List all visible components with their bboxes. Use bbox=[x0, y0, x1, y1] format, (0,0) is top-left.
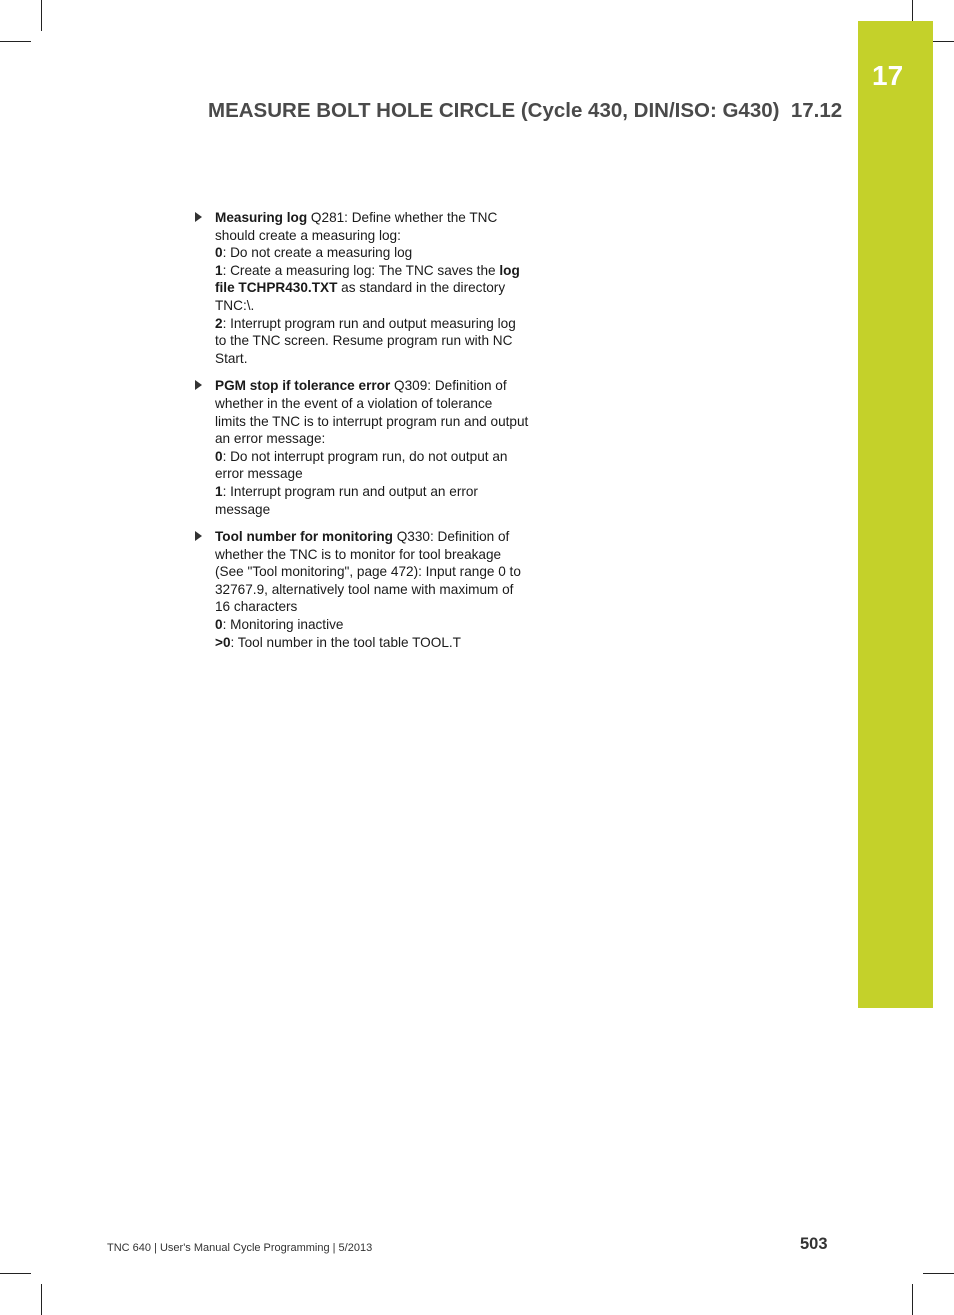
text-line bbox=[215, 598, 560, 616]
bold-term: 1 bbox=[215, 262, 223, 278]
text-line bbox=[215, 448, 560, 466]
crop-mark bbox=[0, 41, 31, 42]
text-run: error message bbox=[215, 466, 303, 482]
text-run: TNC:\. bbox=[215, 297, 255, 313]
bold-term: 0 bbox=[215, 617, 223, 633]
text-run: whether in the event of a violation of tolerance bbox=[215, 395, 493, 411]
text-run: as standard in the directory bbox=[337, 280, 506, 296]
text-line bbox=[215, 209, 560, 227]
text-line bbox=[215, 546, 560, 564]
bold-term: 0 bbox=[215, 245, 223, 261]
text-run: : Do not create a measuring log bbox=[222, 245, 413, 261]
text-run: whether the TNC is to monitor for tool breakage bbox=[215, 546, 502, 562]
text-run: : Monitoring inactive bbox=[222, 617, 344, 633]
triangle-bullet-icon bbox=[195, 531, 202, 541]
text-run: : Interrupt program run and output an error bbox=[222, 483, 478, 499]
crop-mark bbox=[912, 1284, 913, 1315]
text-line bbox=[215, 483, 560, 501]
text-line bbox=[215, 465, 560, 483]
text-line bbox=[215, 227, 560, 245]
page-number: 503 bbox=[800, 1235, 828, 1253]
text-run: message bbox=[215, 501, 271, 517]
text-run: Start. bbox=[215, 350, 248, 366]
crop-mark bbox=[41, 0, 42, 31]
text-run: Q309: Definition of bbox=[390, 378, 507, 394]
page-header bbox=[208, 99, 843, 123]
text-line bbox=[215, 332, 560, 350]
text-line bbox=[215, 350, 560, 368]
crop-mark bbox=[41, 1284, 42, 1315]
parameter-list bbox=[195, 209, 560, 661]
text-line bbox=[215, 528, 560, 546]
crop-mark bbox=[0, 1273, 31, 1274]
list-item bbox=[195, 528, 560, 651]
text-line bbox=[215, 279, 560, 297]
header-title: MEASURE BOLT HOLE CIRCLE (Cycle 430, DIN/ISO: G430) bbox=[208, 99, 780, 122]
chapter-number: 17 bbox=[872, 60, 904, 91]
text-run: limits the TNC is to interrupt program run and output bbox=[215, 413, 529, 429]
header-section: 17.12 bbox=[790, 99, 843, 122]
text-run: Q281: Define whether the TNC bbox=[307, 210, 498, 225]
list-item bbox=[195, 377, 560, 518]
footer-text: TNC 640 | User's Manual Cycle Programming | 5/2013 bbox=[107, 1242, 373, 1254]
text-line bbox=[215, 634, 560, 652]
chapter-tab bbox=[858, 21, 933, 1008]
bold-term: PGM stop if tolerance error bbox=[215, 378, 391, 394]
text-line bbox=[215, 244, 560, 262]
bold-term: >0 bbox=[215, 634, 231, 650]
text-run: (See "Tool monitoring", page 472): Input range 0 to bbox=[215, 564, 521, 580]
text-run: 32767.9, alternatively tool name with maximum of bbox=[215, 581, 514, 597]
text-run: : Do not interrupt program run, do not output an bbox=[222, 448, 508, 464]
text-line bbox=[215, 395, 560, 413]
text-line bbox=[215, 413, 560, 431]
text-run: : Tool number in the tool table TOOL.T bbox=[230, 634, 461, 650]
text-line bbox=[215, 616, 560, 634]
triangle-bullet-icon bbox=[195, 380, 202, 390]
list-item bbox=[195, 209, 560, 367]
bold-term: log bbox=[499, 262, 520, 278]
text-line bbox=[215, 377, 560, 395]
text-line bbox=[215, 501, 560, 519]
bold-term: Tool number for monitoring bbox=[215, 529, 393, 545]
bold-term: Measuring log bbox=[215, 210, 308, 225]
text-run: : Create a measuring log: The TNC saves the bbox=[222, 262, 500, 278]
text-line bbox=[215, 581, 560, 599]
text-line bbox=[215, 297, 560, 315]
text-line bbox=[215, 262, 560, 280]
text-run: an error message: bbox=[215, 431, 326, 447]
text-run: to the TNC screen. Resume program run with NC bbox=[215, 333, 513, 349]
text-line bbox=[215, 563, 560, 581]
crop-mark bbox=[923, 1273, 954, 1274]
text-run: Q330: Definition of bbox=[392, 529, 510, 545]
bold-term: 1 bbox=[215, 483, 223, 499]
bold-term: 0 bbox=[215, 448, 223, 464]
text-run: 16 characters bbox=[215, 599, 298, 615]
text-run: : Interrupt program run and output measuring log bbox=[222, 315, 516, 331]
text-run: should create a measuring log: bbox=[215, 227, 401, 243]
triangle-bullet-icon bbox=[195, 212, 202, 222]
text-line bbox=[215, 430, 560, 448]
text-line bbox=[215, 315, 560, 333]
bold-term: file TCHPR430.TXT bbox=[215, 280, 338, 296]
bold-term: 2 bbox=[215, 315, 223, 331]
